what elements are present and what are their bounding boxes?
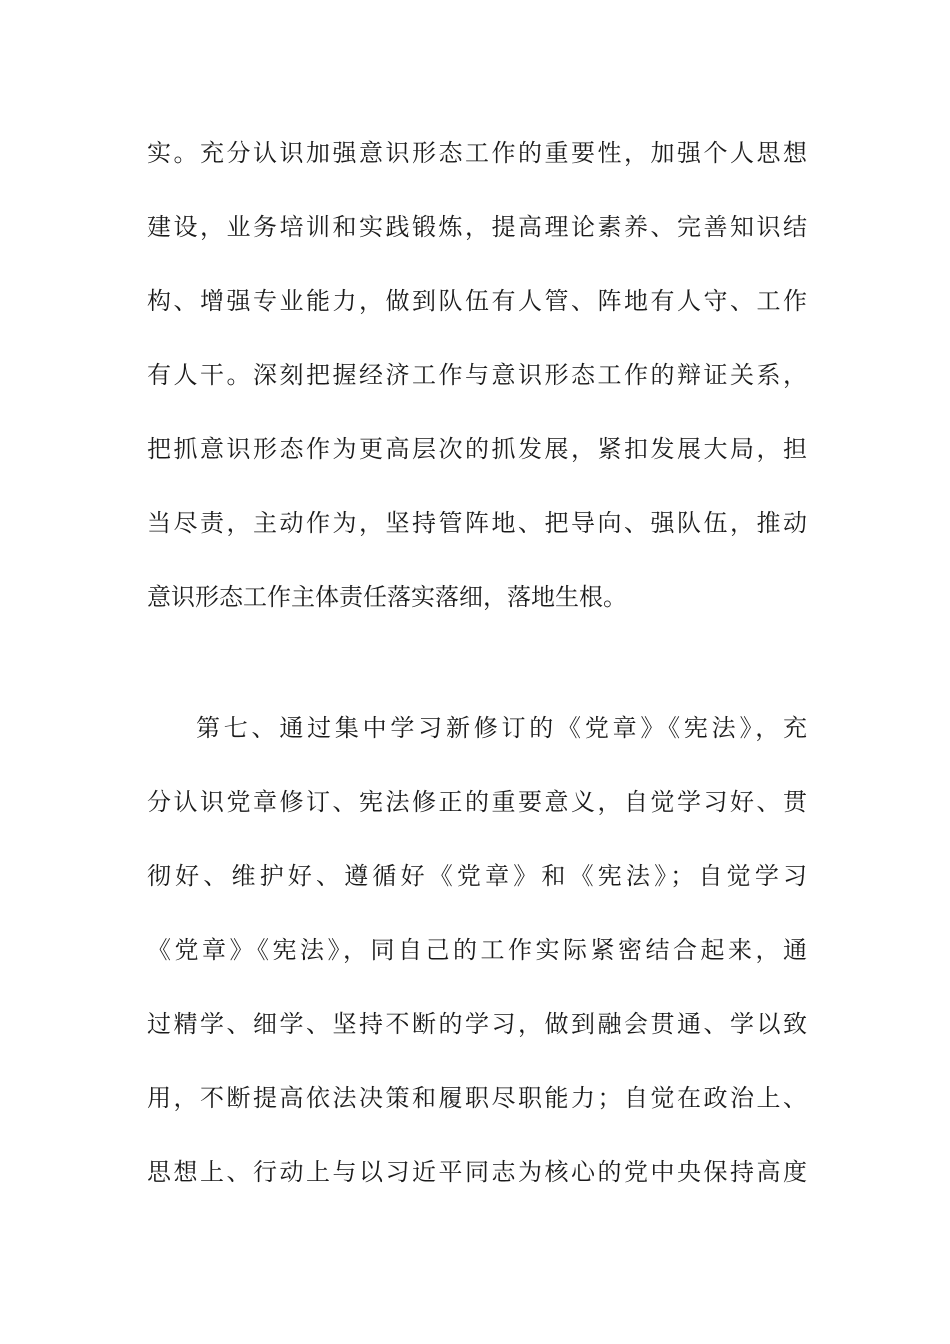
paragraph-1-line-1: 实。充分认识加强意识形态工作的重要性，加强个人思想 [147, 139, 807, 167]
paragraph-2-line-5: 过精学、细学、坚持不断的学习，做到融会贯通、学以致 [147, 1010, 807, 1038]
paragraph-2-line-2: 分认识党章修订、宪法修正的重要意义，自觉学习好、贯 [147, 788, 807, 816]
paragraph-1-line-2: 建设，业务培训和实践锻炼，提高理论素养、完善知识结 [147, 213, 807, 241]
paragraph-2-line-3: 彻好、维护好、遵循好《党章》和《宪法》；自觉学习 [147, 862, 807, 890]
paragraph-1-line-3: 构、增强专业能力，做到队伍有人管、阵地有人守、工作 [147, 287, 807, 315]
paragraph-1-line-4: 有人干。深刻把握经济工作与意识形态工作的辩证关系， [147, 361, 807, 389]
paragraph-2-line-7: 思想上、行动上与以习近平同志为核心的党中央保持高度 [147, 1158, 807, 1186]
paragraph-1-line-7: 意识形态工作主体责任落实落细，落地生根。 [147, 583, 627, 611]
paragraph-2-line-6: 用，不断提高依法决策和履职尽职能力；自觉在政治上、 [147, 1084, 807, 1112]
paragraph-1-line-6: 当尽责，主动作为，坚持管阵地、把导向、强队伍，推动 [147, 509, 807, 537]
paragraph-2-line-1: 第七、通过集中学习新修订的《党章》《宪法》，充 [196, 714, 807, 742]
paragraph-2-line-4: 《党章》《宪法》，同自己的工作实际紧密结合起来，通 [147, 936, 807, 964]
paragraph-1-line-5: 把抓意识形态作为更高层次的抓发展，紧扣发展大局，担 [147, 435, 807, 463]
